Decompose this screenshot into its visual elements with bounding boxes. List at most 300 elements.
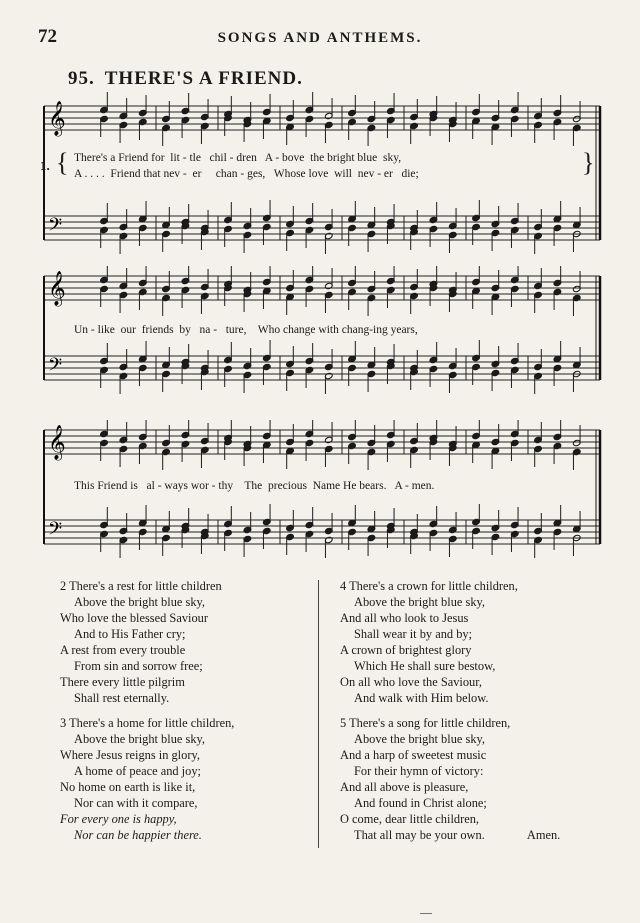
- note-head: [262, 441, 271, 463]
- music-system-3: [36, 420, 606, 570]
- note-head: [243, 426, 252, 448]
- note-head: [448, 208, 457, 230]
- bass-clef-icon: 𝄢: [48, 355, 63, 380]
- note-head: [386, 286, 395, 308]
- note-head: [243, 535, 252, 557]
- column-divider: [318, 580, 319, 848]
- note-head: [100, 203, 109, 225]
- note-head: [534, 445, 543, 467]
- note-head: [200, 228, 209, 250]
- note-head: [262, 200, 271, 222]
- footer-mark: —: [420, 905, 432, 919]
- stanza-line: Nor can with it compare,: [74, 796, 198, 810]
- note-head: [100, 285, 109, 307]
- note-head: [348, 442, 357, 464]
- note-head: [138, 341, 147, 363]
- note-head: [491, 123, 500, 145]
- stanza-line: Above the bright blue sky,: [74, 732, 205, 746]
- running-head: SONGS AND ANTHEMS.: [217, 30, 423, 46]
- note-head: [162, 534, 171, 556]
- note-head: [348, 201, 357, 223]
- note-head: [491, 270, 500, 292]
- note-head: [386, 116, 395, 138]
- treble-clef-icon: 𝄞: [48, 425, 66, 460]
- note-head: [386, 526, 395, 548]
- note-head: [448, 426, 457, 448]
- note-head: [553, 288, 562, 310]
- note-head: [100, 420, 109, 438]
- note-head: [572, 124, 581, 146]
- hymn-title: [68, 68, 303, 90]
- note-head: [243, 120, 252, 142]
- note-head: [224, 225, 233, 247]
- stanza-line: And a harp of sweetest music: [340, 748, 487, 762]
- note-head: [305, 226, 314, 248]
- note-head: [243, 371, 252, 393]
- note-head: [181, 222, 190, 244]
- note-head: [243, 290, 252, 312]
- amen-mark: Amen.: [526, 828, 561, 842]
- stanza-line: Shall rest eternally.: [74, 691, 170, 705]
- note-head: [553, 201, 562, 223]
- note-head: [324, 209, 333, 231]
- note-head: [224, 202, 233, 224]
- note-head: [305, 203, 314, 225]
- note-head: [286, 293, 295, 315]
- note-head: [534, 349, 543, 371]
- note-head: [324, 232, 333, 254]
- note-head: [200, 210, 209, 232]
- bass-clef-icon: 𝄢: [48, 215, 63, 240]
- note-head: [100, 439, 109, 461]
- note-head: [510, 530, 519, 552]
- note-head: [324, 445, 333, 467]
- note-head: [100, 530, 109, 552]
- stanza-line: A home of peace and joy;: [74, 764, 201, 778]
- note-head: [348, 505, 357, 527]
- note-head: [429, 438, 438, 460]
- note-head: [324, 372, 333, 394]
- note-head: [138, 442, 147, 464]
- left-brace: {: [56, 148, 69, 177]
- note-head: [181, 440, 190, 462]
- stanza-4: [340, 578, 518, 706]
- note-head: [100, 343, 109, 365]
- note-head: [448, 290, 457, 312]
- note-head: [200, 122, 209, 144]
- note-head: [386, 266, 395, 285]
- note-head: [119, 536, 128, 558]
- note-head: [286, 100, 295, 122]
- stanza-line: Above the bright blue sky,: [74, 595, 205, 609]
- note-head: [243, 102, 252, 124]
- note-head: [138, 505, 147, 527]
- note-head: [386, 344, 395, 366]
- note-head: [200, 350, 209, 372]
- music-system-2: [36, 266, 606, 406]
- note-head: [200, 292, 209, 314]
- note-head: [243, 512, 252, 534]
- note-head: [553, 118, 562, 140]
- music-system-1: [36, 88, 606, 268]
- note-head: [491, 293, 500, 315]
- stanza-line: Shall wear it by and by;: [354, 627, 473, 641]
- note-head: [510, 507, 519, 529]
- stanza-line: A crown of brightest glory: [340, 643, 472, 657]
- note-head: [224, 365, 233, 387]
- note-head: [138, 118, 147, 140]
- note-head: [510, 366, 519, 388]
- note-head: [305, 343, 314, 365]
- note-head: [491, 447, 500, 469]
- note-head: [100, 366, 109, 388]
- note-head: [119, 372, 128, 394]
- note-head: [305, 92, 314, 114]
- note-head: [367, 230, 376, 252]
- note-head: [305, 439, 314, 461]
- note-head: [448, 231, 457, 253]
- note-head: [324, 422, 333, 444]
- note-head: [200, 532, 209, 554]
- note-head: [181, 286, 190, 308]
- note-head: [429, 266, 438, 288]
- verse-number: 1.: [40, 158, 50, 173]
- note-head: [119, 445, 128, 467]
- note-head: [348, 364, 357, 386]
- note-head: [367, 347, 376, 369]
- note-head: [162, 347, 171, 369]
- note-head: [305, 285, 314, 307]
- note-head: [224, 529, 233, 551]
- note-head: [386, 508, 395, 530]
- note-head: [534, 121, 543, 143]
- note-head: [243, 348, 252, 370]
- music-notation-3: [36, 420, 606, 570]
- note-head: [348, 288, 357, 310]
- note-head: [367, 511, 376, 533]
- stanza-line: For every one is happy,: [60, 812, 177, 826]
- note-head: [286, 206, 295, 228]
- note-head: [491, 100, 500, 122]
- note-head: [324, 536, 333, 558]
- note-head: [429, 506, 438, 528]
- note-head: [262, 287, 271, 309]
- note-head: [262, 94, 271, 116]
- note-head: [100, 266, 109, 284]
- note-head: [572, 511, 581, 533]
- note-head: [410, 514, 419, 536]
- note-head: [286, 270, 295, 292]
- note-head: [448, 102, 457, 124]
- note-head: [200, 446, 209, 468]
- note-head: [138, 364, 147, 386]
- note-head: [510, 266, 519, 284]
- note-head: [305, 115, 314, 137]
- note-head: [162, 124, 171, 146]
- note-head: [429, 529, 438, 551]
- note-head: [224, 342, 233, 364]
- note-head: [386, 222, 395, 244]
- stanza-line: Nor can be happier there.: [74, 828, 202, 842]
- note-head: [553, 341, 562, 363]
- note-head: [429, 202, 438, 224]
- note-head: [224, 506, 233, 528]
- stanza-line: And to His Father cry;: [74, 627, 186, 641]
- note-head: [448, 348, 457, 370]
- note-head: [119, 349, 128, 371]
- note-head: [491, 346, 500, 368]
- note-head: [138, 201, 147, 223]
- hymn-number: 95.: [68, 68, 95, 89]
- note-head: [181, 420, 190, 439]
- note-head: [100, 226, 109, 248]
- note-head: [491, 206, 500, 228]
- note-head: [100, 92, 109, 114]
- note-head: [534, 268, 543, 290]
- note-head: [367, 124, 376, 146]
- note-head: [181, 204, 190, 226]
- stanza-line: Who love the blessed Saviour: [60, 611, 208, 625]
- note-head: [410, 122, 419, 144]
- note-head: [224, 284, 233, 306]
- note-head: [119, 232, 128, 254]
- note-head: [138, 224, 147, 246]
- note-head: [162, 511, 171, 533]
- stanza-line: That all may be your own. Amen.: [354, 828, 561, 842]
- note-head: [534, 291, 543, 313]
- stanza-line: Where Jesus reigns in glory,: [60, 748, 200, 762]
- stanza-line: 5 There's a song for little children,: [340, 716, 511, 730]
- note-head: [472, 94, 481, 116]
- note-head: [286, 447, 295, 469]
- note-head: [410, 423, 419, 445]
- note-head: [224, 114, 233, 136]
- stanza-line: And found in Christ alone;: [354, 796, 487, 810]
- note-head: [410, 210, 419, 232]
- note-head: [386, 420, 395, 439]
- note-head: [386, 440, 395, 462]
- note-head: [181, 93, 190, 115]
- note-head: [429, 114, 438, 136]
- note-head: [510, 285, 519, 307]
- note-head: [491, 424, 500, 446]
- note-head: [324, 268, 333, 290]
- note-head: [348, 528, 357, 550]
- note-head: [553, 442, 562, 464]
- note-head: [305, 420, 314, 438]
- note-head: [224, 266, 233, 288]
- note-head: [181, 266, 190, 285]
- note-head: [119, 98, 128, 120]
- note-head: [367, 370, 376, 392]
- note-head: [448, 272, 457, 294]
- note-head: [224, 96, 233, 118]
- note-head: [553, 528, 562, 550]
- note-head: [224, 438, 233, 460]
- note-head: [181, 362, 190, 384]
- note-head: [510, 203, 519, 225]
- note-head: [324, 291, 333, 313]
- stanza-line: And walk with Him below.: [354, 691, 489, 705]
- note-head: [534, 98, 543, 120]
- note-head: [510, 226, 519, 248]
- note-head: [429, 284, 438, 306]
- note-head: [243, 272, 252, 294]
- note-head: [200, 99, 209, 121]
- note-head: [386, 204, 395, 226]
- note-head: [324, 349, 333, 371]
- note-head: [181, 116, 190, 138]
- note-head: [367, 448, 376, 470]
- note-head: [553, 224, 562, 246]
- note-head: [200, 368, 209, 390]
- note-head: [367, 294, 376, 316]
- note-head: [410, 368, 419, 390]
- note-head: [367, 534, 376, 556]
- note-head: [553, 505, 562, 527]
- note-head: [305, 507, 314, 529]
- note-head: [572, 347, 581, 369]
- stanza-line: 4 There's a crown for little children,: [340, 579, 518, 593]
- note-head: [410, 292, 419, 314]
- note-head: [410, 532, 419, 554]
- note-head: [100, 507, 109, 529]
- note-head: [572, 207, 581, 229]
- note-head: [510, 420, 519, 438]
- note-head: [510, 92, 519, 114]
- note-head: [162, 230, 171, 252]
- note-head: [100, 115, 109, 137]
- note-head: [348, 118, 357, 140]
- note-head: [534, 422, 543, 444]
- note-head: [324, 98, 333, 120]
- lyric-line: This Friend is al - ways wor - thy The precious Name He bears. A - men.: [74, 480, 435, 492]
- note-head: [200, 269, 209, 291]
- note-head: [243, 444, 252, 466]
- lyric-line: There's a Friend for lit - tle chil - dren A - bove the bright blue sky,: [74, 152, 402, 164]
- note-head: [324, 121, 333, 143]
- stanza-line: Above the bright blue sky,: [354, 732, 485, 746]
- note-head: [305, 266, 314, 284]
- stanza-line: 3 There's a home for little children,: [60, 716, 235, 730]
- note-head: [491, 510, 500, 532]
- note-head: [572, 294, 581, 316]
- stanza-line: Above the bright blue sky,: [354, 595, 485, 609]
- note-head: [224, 420, 233, 442]
- note-head: [305, 530, 314, 552]
- stanza-line: And all above is pleasure,: [340, 780, 469, 794]
- note-head: [162, 370, 171, 392]
- note-head: [510, 343, 519, 365]
- right-brace: }: [582, 148, 595, 177]
- stanza-2: [60, 578, 222, 706]
- note-head: [348, 224, 357, 246]
- treble-clef-icon: 𝄞: [48, 101, 66, 136]
- note-head: [119, 268, 128, 290]
- page-number: 72: [38, 26, 57, 47]
- note-head: [119, 121, 128, 143]
- note-head: [200, 423, 209, 445]
- note-head: [472, 441, 481, 463]
- note-head: [119, 209, 128, 231]
- note-head: [429, 420, 438, 442]
- note-head: [286, 123, 295, 145]
- stanza-3: [60, 715, 234, 843]
- note-head: [119, 513, 128, 535]
- stanza-5: [340, 715, 561, 843]
- lyric-line: A . . . . Friend that nev - er chan - ges, Whose love will nev - er die;: [74, 168, 419, 180]
- note-head: [429, 365, 438, 387]
- music-notation-2: [36, 266, 606, 406]
- note-head: [181, 526, 190, 548]
- stanza-line: O come, dear little children,: [340, 812, 479, 826]
- stanza-line: And all who look to Jesus: [340, 611, 469, 625]
- note-head: [448, 120, 457, 142]
- note-head: [429, 225, 438, 247]
- note-head: [262, 117, 271, 139]
- note-head: [181, 508, 190, 530]
- stanza-line: Which He shall sure bestow,: [354, 659, 496, 673]
- note-head: [534, 372, 543, 394]
- note-head: [162, 294, 171, 316]
- note-head: [410, 350, 419, 372]
- note-head: [348, 341, 357, 363]
- note-head: [472, 117, 481, 139]
- note-head: [553, 364, 562, 386]
- note-head: [410, 446, 419, 468]
- note-head: [410, 228, 419, 250]
- note-head: [448, 535, 457, 557]
- note-head: [572, 448, 581, 470]
- note-head: [138, 288, 147, 310]
- note-head: [262, 340, 271, 362]
- note-head: [119, 291, 128, 313]
- note-head: [286, 510, 295, 532]
- stanza-line: A rest from every trouble: [60, 643, 186, 657]
- note-head: [534, 513, 543, 535]
- note-head: [448, 371, 457, 393]
- note-head: [138, 528, 147, 550]
- hymn-title-text: THERE'S A FRIEND.: [104, 68, 303, 89]
- note-head: [386, 362, 395, 384]
- note-head: [305, 366, 314, 388]
- stanza-line: For their hymn of victory:: [354, 764, 484, 778]
- note-head: [286, 346, 295, 368]
- note-head: [472, 287, 481, 309]
- note-head: [262, 504, 271, 526]
- note-head: [410, 269, 419, 291]
- bass-clef-icon: 𝄢: [48, 519, 63, 544]
- note-head: [472, 200, 481, 222]
- lyric-line: Un - like our friends by na - ture, Who change with chang-ing years,: [74, 324, 418, 336]
- note-head: [162, 448, 171, 470]
- note-head: [162, 207, 171, 229]
- note-head: [181, 344, 190, 366]
- note-head: [429, 342, 438, 364]
- note-head: [324, 513, 333, 535]
- stanza-line: 2 There's a rest for little children: [60, 579, 222, 593]
- stanza-line: On all who love the Saviour,: [340, 675, 482, 689]
- note-head: [243, 231, 252, 253]
- note-head: [510, 439, 519, 461]
- note-head: [534, 232, 543, 254]
- stanza-line: There every little pilgrim: [60, 675, 185, 689]
- note-head: [386, 93, 395, 115]
- note-head: [448, 444, 457, 466]
- note-head: [367, 207, 376, 229]
- note-head: [429, 96, 438, 118]
- note-head: [472, 504, 481, 526]
